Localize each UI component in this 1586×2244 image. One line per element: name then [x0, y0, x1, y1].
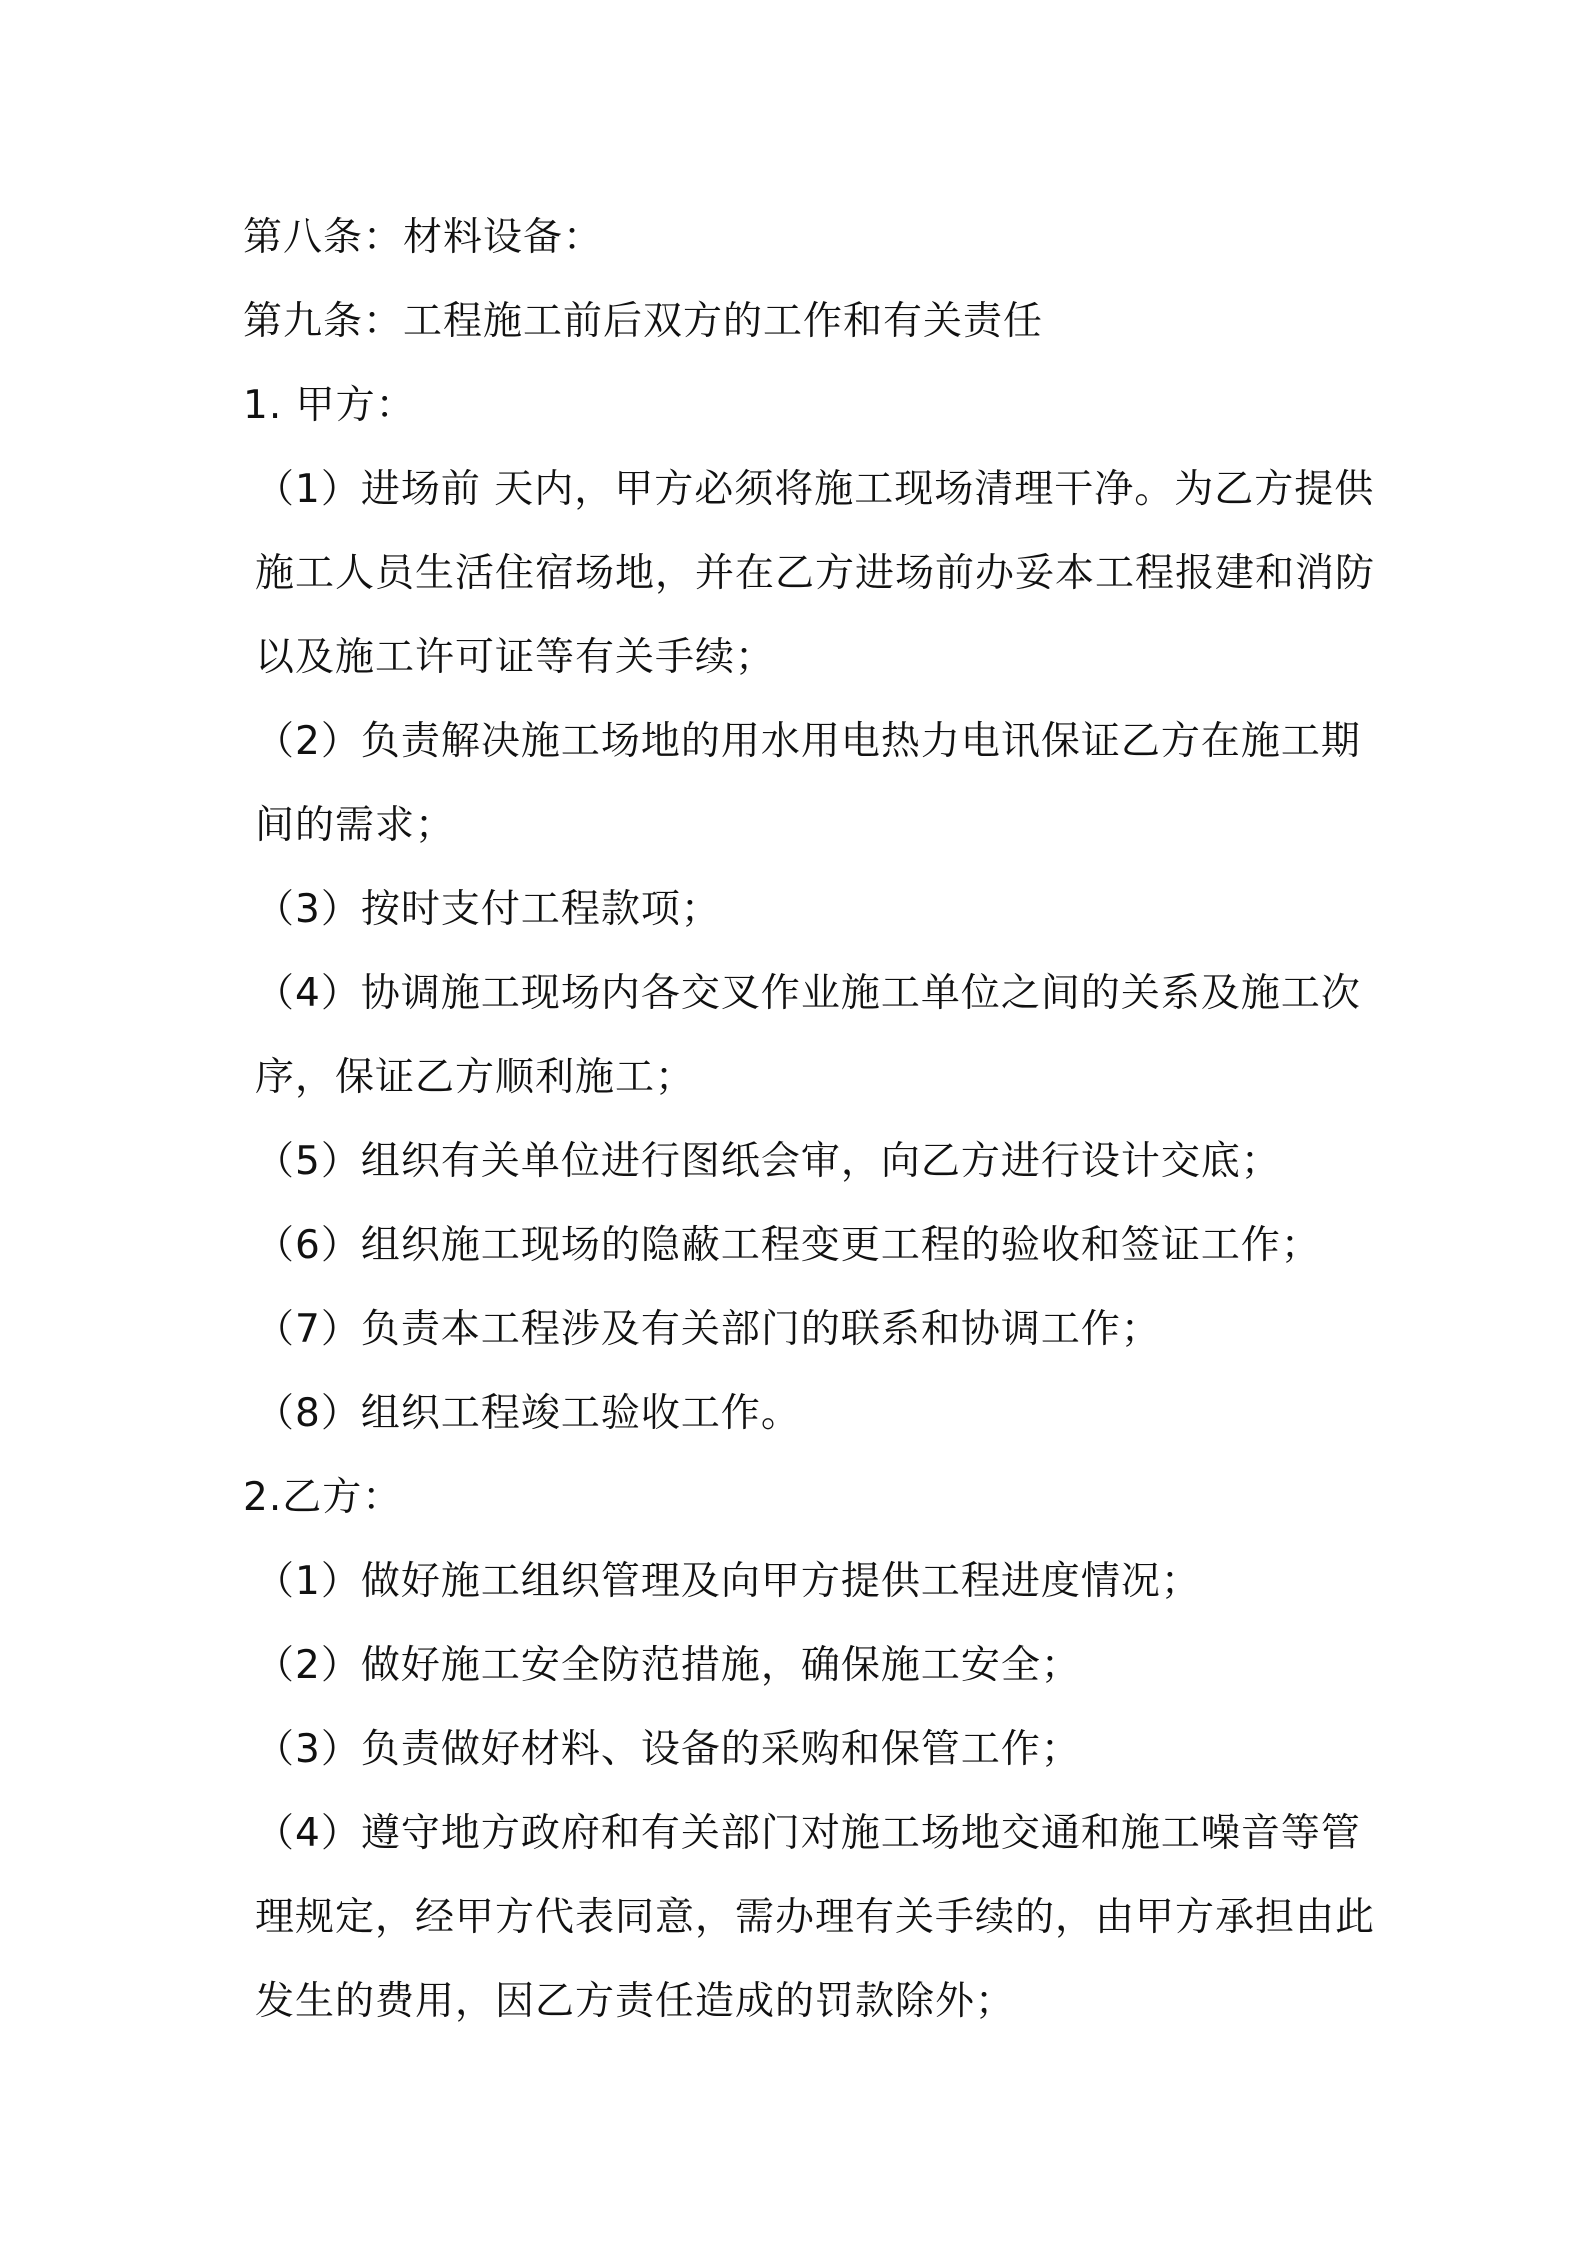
- party-a-item-7: （7）负责本工程涉及有关部门的联系和协调工作；: [255, 1307, 1161, 1352]
- party-a-item-6: （6）组织施工现场的隐蔽工程变更工程的验收和签证工作；: [255, 1223, 1321, 1268]
- party-b-item-2: （2）做好施工安全防范措施，确保施工安全；: [255, 1643, 1081, 1688]
- party-b-item-1: （1）做好施工组织管理及向甲方提供工程进度情况；: [255, 1559, 1201, 1604]
- party-b-heading: 2.乙方：: [243, 1475, 403, 1520]
- party-a-item-1: （1）进场前 天内，甲方必须将施工现场清理干净。为乙方提供施工人员生活住宿场地，并在乙方进场前办妥本工程报建和消防以及施工许可证等有关手续；: [255, 467, 1376, 680]
- party-a-item-3: （3）按时支付工程款项；: [255, 887, 721, 932]
- party-a-heading: 1. 甲方：: [243, 383, 416, 428]
- party-b-item-3: （3）负责做好材料、设备的采购和保管工作；: [255, 1727, 1081, 1772]
- party-a-item-8: （8）组织工程竣工验收工作。: [255, 1391, 801, 1436]
- document-body: [243, 196, 1376, 2044]
- party-a-item-2: （2）负责解决施工场地的用水用电热力电讯保证乙方在施工期间的需求；: [255, 719, 1361, 848]
- party-a-item-5: （5）组织有关单位进行图纸会审，向乙方进行设计交底；: [255, 1139, 1281, 1184]
- article-9-heading: 第九条：工程施工前后双方的工作和有关责任: [243, 299, 1044, 344]
- party-b-item-4: （4）遵守地方政府和有关部门对施工场地交通和施工噪音等管理规定，经甲方代表同意，需办理有关手续的，由甲方承担由此发生的费用，因乙方责任造成的罚款除外；: [255, 1811, 1376, 2024]
- party-a-item-4: （4）协调施工现场内各交叉作业施工单位之间的关系及施工次序，保证乙方顺利施工；: [255, 971, 1361, 1100]
- article-8-heading: 第八条：材料设备：: [243, 215, 604, 260]
